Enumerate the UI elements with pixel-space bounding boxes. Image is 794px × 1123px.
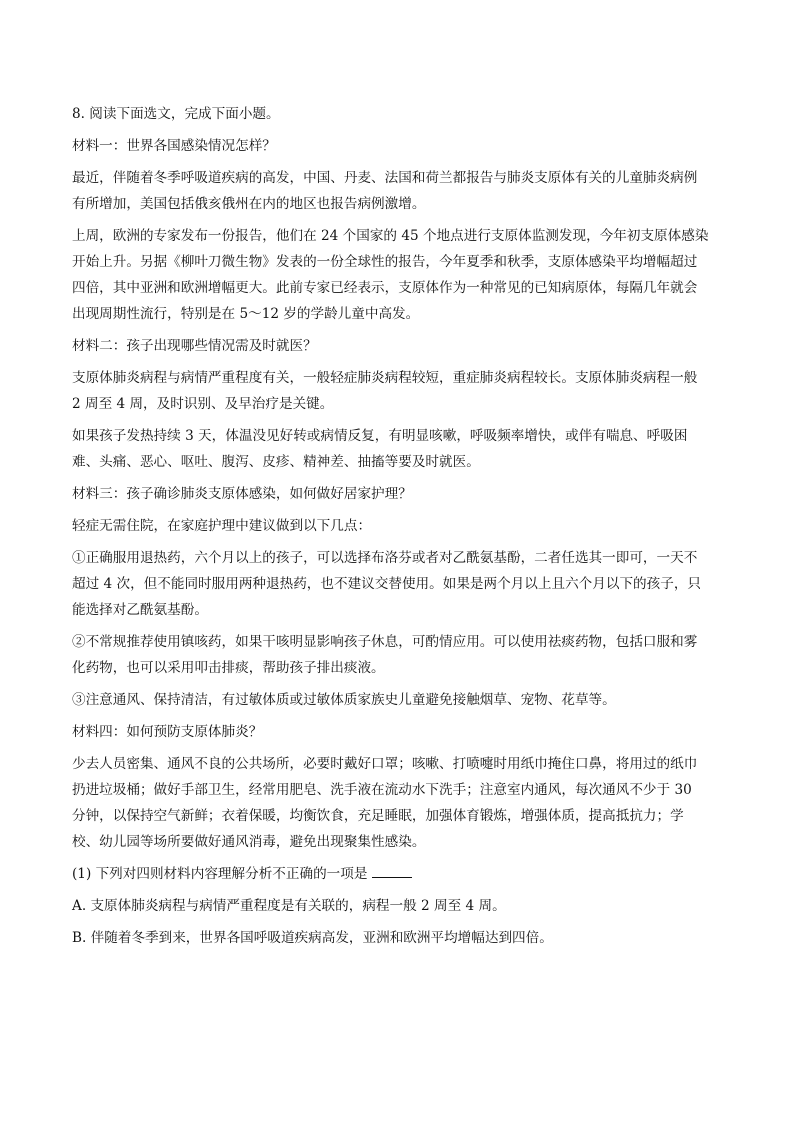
text-line: 校、幼儿园等场所要做好通风消毒，避免出现聚集性感染。 (72, 834, 426, 850)
material-title: 材料一：世界各国感染情况怎样？ (72, 138, 276, 154)
text-line: 超过 4 次，但不能同时服用两种退热药，也不建议交替使用。如果是两个月以上且六个月以下的孩子，只 (72, 576, 702, 592)
material-paragraph (72, 165, 722, 217)
text-line: 有所增加，美国包括俄亥俄州在内的地区也报告病例激增。 (72, 196, 426, 212)
text-line: 轻症无需住院，在家庭护理中建议做到以下几点： (72, 518, 372, 534)
subquestion-stem: (1) 下列对四则材料内容理解分析不正确的一项是 (72, 861, 722, 887)
option-b[interactable]: B. 伴随着冬季到来，世界各国呼吸道疾病高发，亚洲和欧洲平均增幅达到四倍。 (72, 930, 553, 946)
material-title: 材料二：孩子出现哪些情况需及时就医？ (72, 338, 317, 354)
material-paragraph (72, 223, 722, 327)
text-line: 出现周期性流行，特别是在 5～12 岁的学龄儿童中高发。 (72, 306, 420, 322)
materials (72, 133, 722, 855)
text-line: 能选择对乙酰氨基酚。 (72, 602, 208, 618)
answer-blank[interactable] (372, 863, 412, 878)
text-line: 难、头痛、恶心、呕吐、腹泻、皮疹、精神差、抽搐等要及时就医。 (72, 454, 480, 470)
text-line: 少去人员密集、通风不良的公共场所，必要时戴好口罩；咳嗽、打喷嚏时用纸巾掩住口鼻，将用过的纸巾 (72, 756, 698, 772)
text-line: 最近，伴随着冬季呼吸道疾病的高发，中国、丹麦、法国和荷兰都报告与肺炎支原体有关的儿童肺炎病例 (72, 170, 698, 186)
text-line: ③注意通风、保持清洁，有过敏体质或过敏体质家族史儿童避免接触烟草、宠物、花草等。 (72, 692, 616, 708)
material-paragraph (72, 629, 722, 681)
material-paragraph (72, 365, 722, 417)
text-line: 分钟，以保持空气新鲜；衣着保暖，均衡饮食，充足睡眠，加强体育锻炼，增强体质，提高抵抗力；学 (72, 808, 684, 824)
text-line: 支原体肺炎病程与病情严重程度有关，一般轻症肺炎病程较短，重症肺炎病程较长。支原体肺炎病程一般 (72, 370, 698, 386)
material-paragraph (72, 687, 722, 713)
material-title: 材料四：如何预防支原体肺炎？ (72, 724, 263, 740)
text-line: ①正确服用退热药，六个月以上的孩子，可以选择布洛芬或者对乙酰氨基酚，二者任选其一即可，一天不 (72, 550, 698, 566)
material-title: 材料三：孩子确诊肺炎支原体感染，如何做好居家护理？ (72, 486, 412, 502)
material-paragraph (72, 545, 722, 623)
text-line: 扔进垃圾桶；做好手部卫生，经常用肥皂、洗手液在流动水下洗手；注意室内通风，每次通风不少于 30 (72, 782, 692, 798)
material-paragraph (72, 513, 722, 539)
material-paragraph (72, 751, 722, 855)
text-line: 上周，欧洲的专家发布一份报告，他们在 24 个国家的 45 个地点进行支原体监测发现，今年初支原体感染 (72, 228, 709, 244)
text-line: 如果孩子发热持续 3 天，体温没见好转或病情反复，有明显咳嗽，呼吸频率增快，或伴有喘息、呼吸困 (72, 428, 688, 444)
text-line: 化药物，也可以采用叩击排痰，帮助孩子排出痰液。 (72, 660, 385, 676)
option-a[interactable]: A. 支原体肺炎病程与病情严重程度是有关联的，病程一般 2 周至 4 周。 (72, 898, 506, 914)
answer-options (72, 893, 722, 951)
question-intro: 8. 阅读下面选文，完成下面小题。 (72, 106, 280, 122)
text-line: 2 周至 4 周，及时识别、及早治疗是关键。 (72, 396, 334, 412)
reading-question (72, 101, 722, 957)
text-line: 四倍，其中亚洲和欧洲增幅更大。此前专家已经表示，支原体作为一种常见的已知病原体，每隔几年就会 (72, 280, 698, 296)
text-line: 开始上升。另据《柳叶刀微生物》发表的一份全球性的报告，今年夏季和秋季，支原体感染平均增幅超过 (72, 254, 698, 270)
text-line: ②不常规推荐使用镇咳药，如果干咳明显影响孩子休息，可酌情应用。可以使用祛痰药物，包括口服和雾 (72, 634, 698, 650)
material-paragraph (72, 423, 722, 475)
